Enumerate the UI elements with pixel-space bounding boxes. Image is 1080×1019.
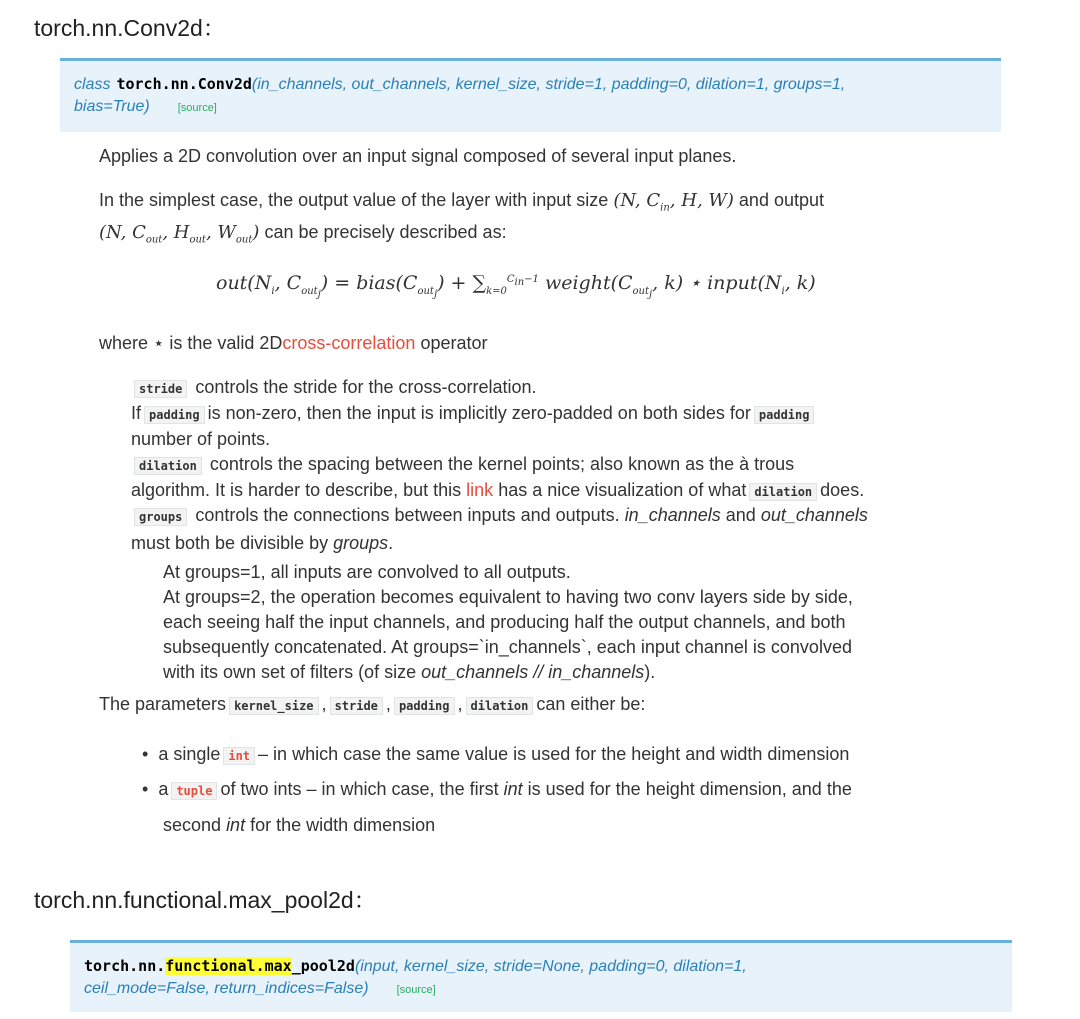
p2-text-c: can be precisely described as: xyxy=(264,222,507,242)
maxpool-params-line1: (input, kernel_size, stride=None, padding=0, dilation=1, xyxy=(354,958,747,975)
parameters-line: The parameters kernel_size , stride , padding , dilation can either be: xyxy=(99,694,646,714)
maxpool-source-link[interactable]: [source] xyxy=(396,984,436,996)
description-p2-line2 xyxy=(99,220,507,253)
maxpool-name-a: torch.nn. xyxy=(84,957,166,975)
padding-code-2: padding xyxy=(754,406,815,424)
where-text-c: operator xyxy=(420,333,488,353)
b3-text-b: for the width dimension xyxy=(250,815,436,835)
dilation-code: dilation xyxy=(134,457,202,475)
b2-text-b: of two ints – in which case, the first xyxy=(220,779,499,799)
conv2d-heading: torch.nn.Conv2d： xyxy=(34,15,226,41)
groups-line-2 xyxy=(131,531,393,556)
kernel-size-code: kernel_size xyxy=(229,697,318,715)
conv2d-source-link[interactable]: [source] xyxy=(177,102,217,114)
groups-line xyxy=(131,503,868,530)
groups-out-channels: out_channels xyxy=(760,505,868,525)
g5-italic: out_channels // in_channels xyxy=(421,662,645,682)
p2-text-b: and output xyxy=(738,190,824,210)
groups2-text-a: must both be divisible by xyxy=(131,533,329,553)
padding-code: padding xyxy=(144,406,205,424)
groups-and: and xyxy=(725,505,756,525)
class-keyword: class xyxy=(74,76,111,93)
where-text-b: is the valid 2D xyxy=(169,333,283,353)
groups-in-channels: in_channels xyxy=(624,505,721,525)
maxpool-signature xyxy=(70,940,1012,1012)
p2-text-a: In the simplest case, the output value of the layer with input size xyxy=(99,190,609,210)
b3-italic: int xyxy=(226,815,246,835)
maxpool-name-highlight: functional.max xyxy=(165,957,292,975)
conv2d-params-line2: bias=True) xyxy=(74,98,150,115)
conv2d-signature xyxy=(60,58,1001,132)
groups2-italic: groups xyxy=(333,533,389,553)
dilation-line-2 xyxy=(131,478,864,505)
padding-line-2: number of points. xyxy=(131,429,271,449)
g5-text-a: with its own set of filters (of size xyxy=(163,662,417,682)
padding-text-a: If xyxy=(131,403,142,423)
b1-text-b: – in which case the same value is used for the height and width dimension xyxy=(258,744,850,764)
description-p1: Applies a 2D convolution over an input signal composed of several input planes. xyxy=(99,146,737,166)
b3-text-a: second xyxy=(163,815,222,835)
groups-1-line: At groups=1, all inputs are convolved to all outputs. xyxy=(163,562,571,582)
params-text-b: can either be: xyxy=(536,694,646,714)
dilation-link[interactable]: link xyxy=(466,480,494,500)
maxpool-params-line2: ceil_mode=False, return_indices=False) xyxy=(84,980,369,997)
stride-code-2: stride xyxy=(330,697,383,715)
padding-line xyxy=(131,401,817,428)
groups2-text-b: . xyxy=(388,533,394,553)
conv2d-name: torch.nn.Conv2d xyxy=(116,75,252,93)
stride-text: controls the stride for the cross-correlation. xyxy=(195,377,537,397)
padding-text-b: is non-zero, then the input is implicitly zero-padded on both sides for xyxy=(207,403,751,423)
b2-text-a: a xyxy=(158,779,169,799)
star-operator: ⋆ xyxy=(153,333,165,353)
groups-2-line-b: each seeing half the input channels, and producing half the output channels, and both xyxy=(163,612,846,632)
dilation2-text-a: algorithm. It is harder to describe, but this xyxy=(131,480,462,500)
groups-2-line: At groups=2, the operation becomes equivalent to having two conv layers side by side, xyxy=(163,587,853,607)
g5-text-b: ). xyxy=(644,662,656,682)
bullet-tuple-line-2 xyxy=(163,813,435,838)
tuple-code: tuple xyxy=(171,782,217,800)
stride-line xyxy=(131,375,537,402)
description-p2-line1 xyxy=(99,188,824,221)
groups-2-line-c: subsequently concatenated. At groups=`in_channels`, each input channel is convolved xyxy=(163,637,852,657)
dilation-code-3: dilation xyxy=(466,697,534,715)
bullet-int: • a single int – in which case the same value is used for the height and width dimension xyxy=(142,744,850,764)
params-text-a: The parameters xyxy=(99,694,227,714)
b2-text-c: is used for the height dimension, and the xyxy=(527,779,852,799)
maxpool-name-c: _pool2d xyxy=(291,957,355,975)
dilation-line xyxy=(131,452,794,479)
conv2d-params-line1: (in_channels, out_channels, kernel_size, stride=1, padding=0, dilation=1, groups=1, xyxy=(251,76,846,93)
cross-correlation-link[interactable]: cross-correlation xyxy=(282,333,416,353)
groups-2-line-d xyxy=(163,660,655,685)
output-size-math: (N, $C_{out}$, $H_{out}$, $W_{out}$) xyxy=(99,222,260,246)
groups-text-a: controls the connections between inputs and outputs. xyxy=(195,505,620,525)
dilation2-text-b: has a nice visualization of what xyxy=(498,480,747,500)
dilation-code-2: dilation xyxy=(749,483,817,501)
input-size-math: (N, $C_{in}$, H, W) xyxy=(613,190,734,214)
dilation-text: controls the spacing between the kernel points; also known as the à trous xyxy=(209,454,795,474)
groups-code: groups xyxy=(134,508,187,526)
dilation2-text-c: does. xyxy=(820,480,865,500)
where-text-a: where xyxy=(99,333,149,353)
maxpool-heading: torch.nn.functional.max_pool2d： xyxy=(34,887,377,913)
b2-italic: int xyxy=(503,779,523,799)
conv-formula: $out(N_i$, $C_{out_j}$) = $bias(C_{out_j}) + \sum_{k=0}^{C_{in}-1}$ $weight(C_{out_j}$, k) ⋆ $input(N_i$, k) xyxy=(216,272,816,300)
bullet-tuple: • a tuple of two ints – in which case, the first int is used for the height dimension, and the xyxy=(142,779,852,799)
padding-code-3: padding xyxy=(394,697,455,715)
stride-code: stride xyxy=(134,380,187,398)
b1-text-a: a single xyxy=(158,744,221,764)
int-code: int xyxy=(223,747,255,765)
where-line xyxy=(99,331,488,356)
